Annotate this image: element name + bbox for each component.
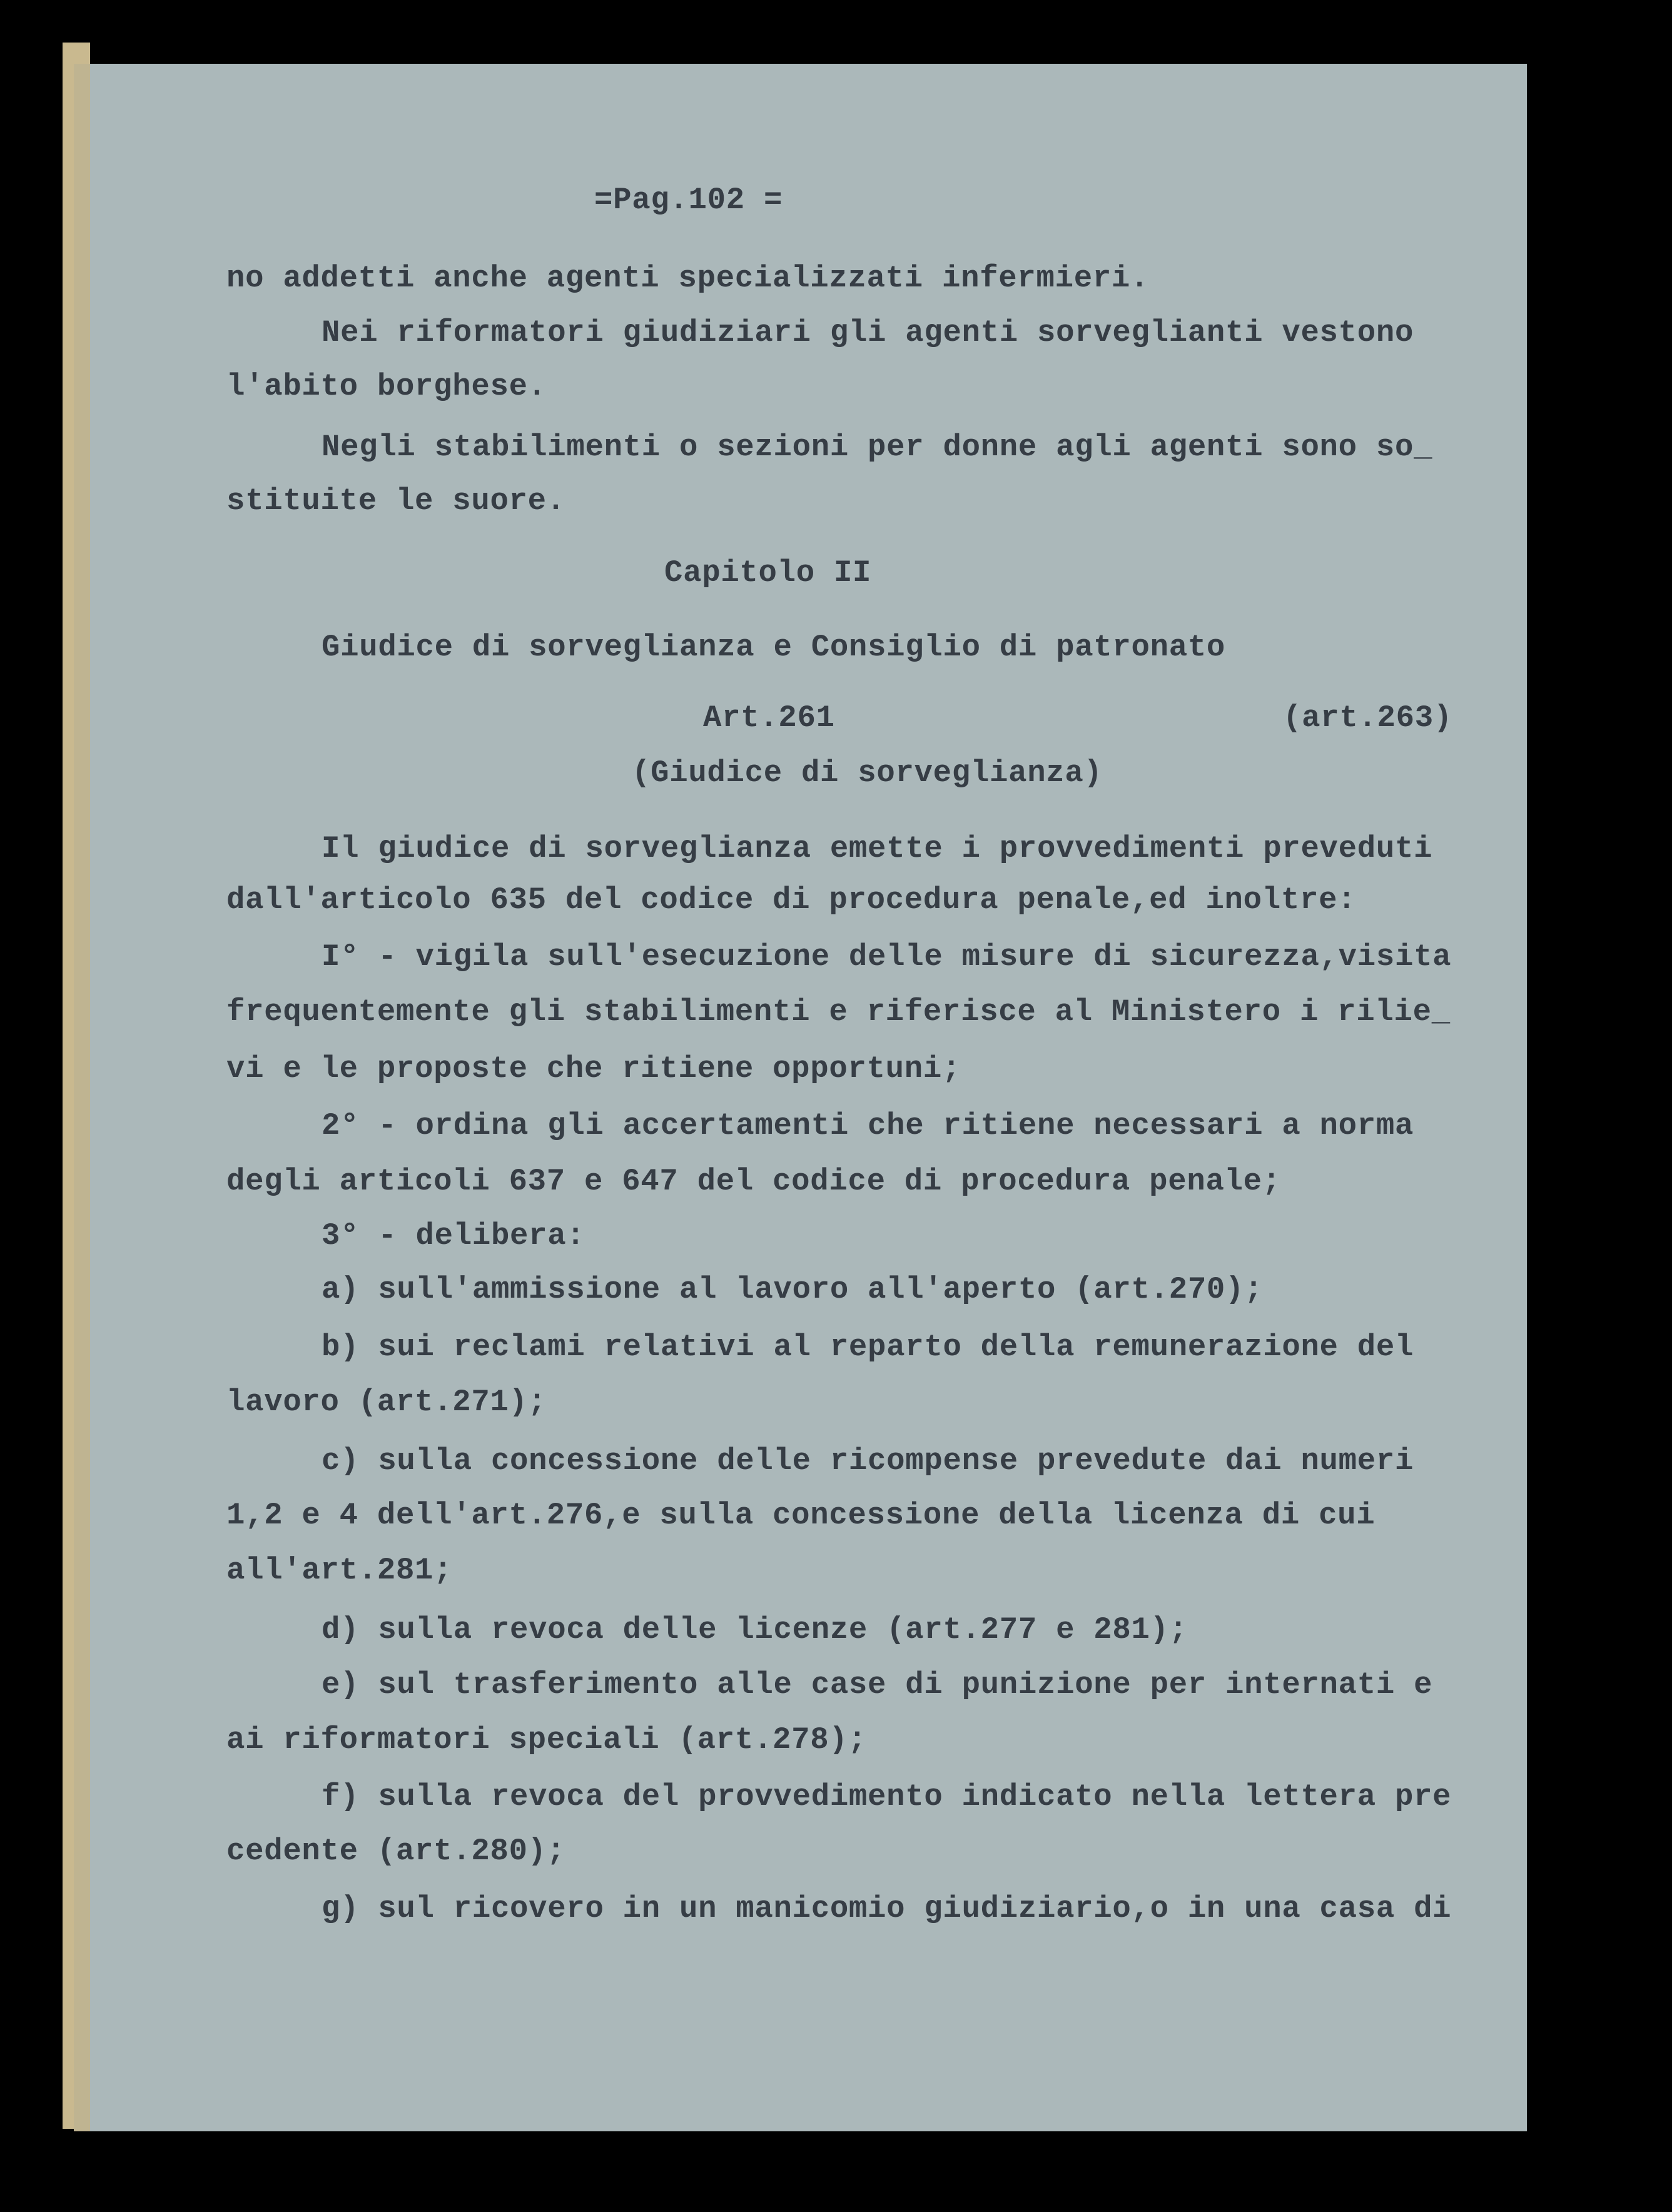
text-line: ai riformatori speciali (art.278); [226, 1722, 867, 1757]
text-line: Nei riformatori giudiziari gli agenti sorveglianti vestono [322, 315, 1414, 350]
text-line: Il giudice di sorveglianza emette i provvedimenti preveduti [322, 831, 1433, 866]
article-title: (Giudice di sorveglianza) [632, 755, 1103, 790]
article-number: Art.261 [703, 700, 835, 735]
page-header: =Pag.102 = [594, 183, 783, 218]
article-cross-reference: (art.263) [1283, 700, 1452, 735]
text-line: 2° - ordina gli accertamenti che ritiene necessari a norma [322, 1108, 1414, 1143]
text-line: 3° - delibera: [322, 1218, 585, 1253]
text-line: degli articoli 637 e 647 del codice di procedura penale; [226, 1164, 1281, 1199]
text-line: b) sui reclami relativi al reparto della remunerazione del [322, 1330, 1414, 1365]
text-line: e) sul trasferimento alle case di punizione per internati e [322, 1667, 1433, 1702]
text-line: stituite le suore. [226, 483, 565, 518]
text-line: lavoro (art.271); [226, 1385, 547, 1420]
text-line: frequentemente gli stabilimenti e riferisce al Ministero i rilie_ [226, 994, 1451, 1029]
text-line: d) sulla revoca delle licenze (art.277 e 281); [322, 1612, 1188, 1647]
text-line: g) sul ricovero in un manicomio giudiziario,o in una casa di [322, 1891, 1452, 1926]
text-line: f) sulla revoca del provvedimento indicato nella lettera pre [322, 1779, 1452, 1814]
text-line: c) sulla concessione delle ricompense prevedute dai numeri [322, 1443, 1414, 1478]
text-line: Negli stabilimenti o sezioni per donne agli agenti sono so_ [322, 430, 1433, 465]
text-line: all'art.281; [226, 1553, 453, 1588]
text-line: cedente (art.280); [226, 1834, 565, 1869]
page-binding-shadow [74, 64, 90, 2131]
chapter-subtitle: Giudice di sorveglianza e Consiglio di patronato [322, 630, 1226, 665]
text-line: vi e le proposte che ritiene opportuni; [226, 1051, 961, 1086]
text-line: a) sull'ammissione al lavoro all'aperto (art.270); [322, 1272, 1264, 1307]
chapter-title: Capitolo II [664, 555, 872, 590]
text-line: 1,2 e 4 dell'art.276,e sulla concessione della licenza di cui [226, 1498, 1376, 1533]
text-line: I° - vigila sull'esecuzione delle misure di sicurezza,visita [322, 939, 1452, 974]
text-line: dall'articolo 635 del codice di procedura penale,ed inoltre: [226, 882, 1357, 917]
text-line: no addetti anche agenti specializzati infermieri. [226, 261, 1150, 296]
text-line: l'abito borghese. [226, 369, 547, 404]
